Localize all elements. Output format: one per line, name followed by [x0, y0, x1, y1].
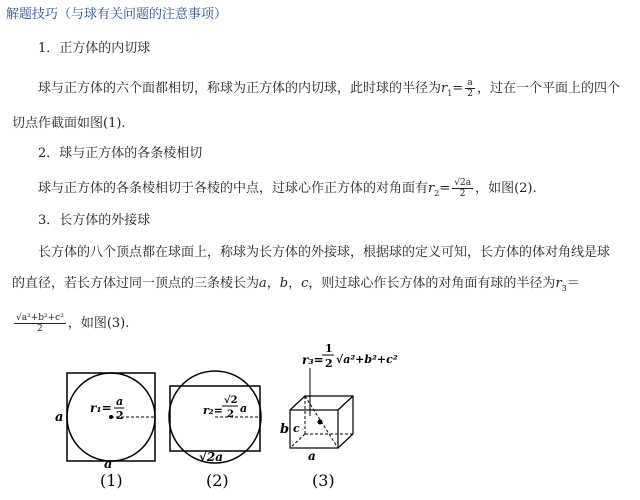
figure-1: [55, 373, 155, 490]
r3-frac-num: √a²+b²+c²: [16, 313, 64, 323]
fig3-frac-num: 1: [325, 342, 333, 355]
r2-fraction: [452, 178, 473, 199]
section-1-paragraph-line-1: [38, 78, 620, 99]
fig2-rect: [170, 386, 260, 451]
section-3-text-d: ，如图(3).: [67, 316, 130, 331]
r1-frac-den: 2: [467, 89, 473, 99]
section-2-text-a: 球与正方体的各条棱相切于各棱的中点，过球心作正方体的对角面有: [38, 181, 429, 196]
r3-fraction: [14, 313, 66, 334]
fig3-top-right-edge: [338, 396, 353, 410]
fig2-frac-den: 2: [227, 409, 234, 420]
section-1-paragraph-line-2: 切点作截面如图(1).: [12, 116, 126, 131]
r3-symbol: r: [555, 276, 562, 291]
fig1-r-label: r₁=: [90, 401, 112, 415]
r3-frac-den: 2: [37, 324, 43, 334]
figure-3: [280, 342, 398, 490]
fig1-caption: (1): [100, 471, 123, 490]
r2-eq: =: [439, 181, 451, 196]
fig1-center: [109, 415, 113, 419]
var-c: c: [301, 276, 309, 291]
section-2-paragraph: [38, 178, 537, 199]
r2-symbol: r: [428, 181, 435, 196]
section-3-paragraph-line-3: [12, 313, 129, 334]
r2-frac-den: 2: [459, 189, 466, 199]
figures-area: [0, 340, 640, 500]
section-3-text-c: ，则过球心作长方体的对角面有球的半径为: [308, 276, 556, 291]
section-3-title: 3．长方体的外接球: [38, 213, 151, 228]
section-3-text-b: 的直径，若长方体过同一顶点的三条棱长为: [12, 276, 260, 291]
fig3-frac-den: 2: [325, 357, 333, 370]
fig2-caption: (2): [206, 471, 229, 490]
fig1-frac-num: a: [116, 395, 124, 408]
r2-frac-num: √2a: [454, 178, 472, 188]
r1-eq: =: [452, 81, 464, 96]
section-2-text-b: ，如图(2).: [475, 181, 537, 196]
r3-eq: ＝: [566, 276, 580, 291]
page-heading: 解题技巧（与球有关问题的注意事项）: [6, 7, 228, 22]
fig3-label-b: b: [280, 422, 290, 437]
section-3-paragraph-line-2: [12, 275, 580, 294]
section-3-paragraph-line-1: 长方体的八个顶点都在球面上，称球为长方体的外接球，根据球的定义可知，长方体的体对角线是球: [38, 245, 611, 260]
r1-fraction: [465, 78, 475, 99]
fig2-bottom-label: √2a: [199, 450, 224, 464]
section-1-text-b: ，过在一个平面上的四个: [476, 81, 620, 96]
fig3-sqrt-expr: √a²+b²+c²: [336, 353, 398, 366]
r3-index: 3: [561, 284, 567, 293]
fig2-frac-num: √2: [224, 395, 238, 406]
section-1-title: 1．正方体的内切球: [38, 41, 151, 56]
var-b: b: [279, 276, 289, 291]
r1-symbol: r: [441, 81, 448, 96]
fig1-side-label: a: [55, 410, 64, 425]
section-1-text-a: 球与正方体的六个面都相切，称球为正方体的内切球，此时球的半径为: [38, 81, 442, 96]
fig3-caption: (3): [312, 471, 335, 490]
fig3-label-c: c: [293, 422, 300, 435]
r1-frac-num: a: [465, 78, 475, 89]
r2-index: 2: [434, 189, 440, 198]
fig3-label-a: a: [308, 449, 316, 463]
section-2-title: 2．球与正方体的各条棱相切: [38, 146, 203, 161]
fig2-frac-suffix: a: [240, 402, 248, 415]
figure-2: [169, 371, 261, 490]
var-a: a: [259, 276, 267, 291]
fig2-r-label: r₂=: [203, 404, 223, 417]
comma-1: ，: [266, 276, 280, 291]
r1-index: 1: [447, 89, 453, 98]
fig1-bottom-label: a: [104, 457, 113, 472]
fig3-center: [318, 420, 323, 425]
fig1-frac-den: 2: [116, 409, 124, 422]
fig3-r-label: r₃=: [302, 353, 324, 367]
fig3-hidden-depth: [290, 434, 305, 448]
comma-2: ，: [288, 276, 302, 291]
